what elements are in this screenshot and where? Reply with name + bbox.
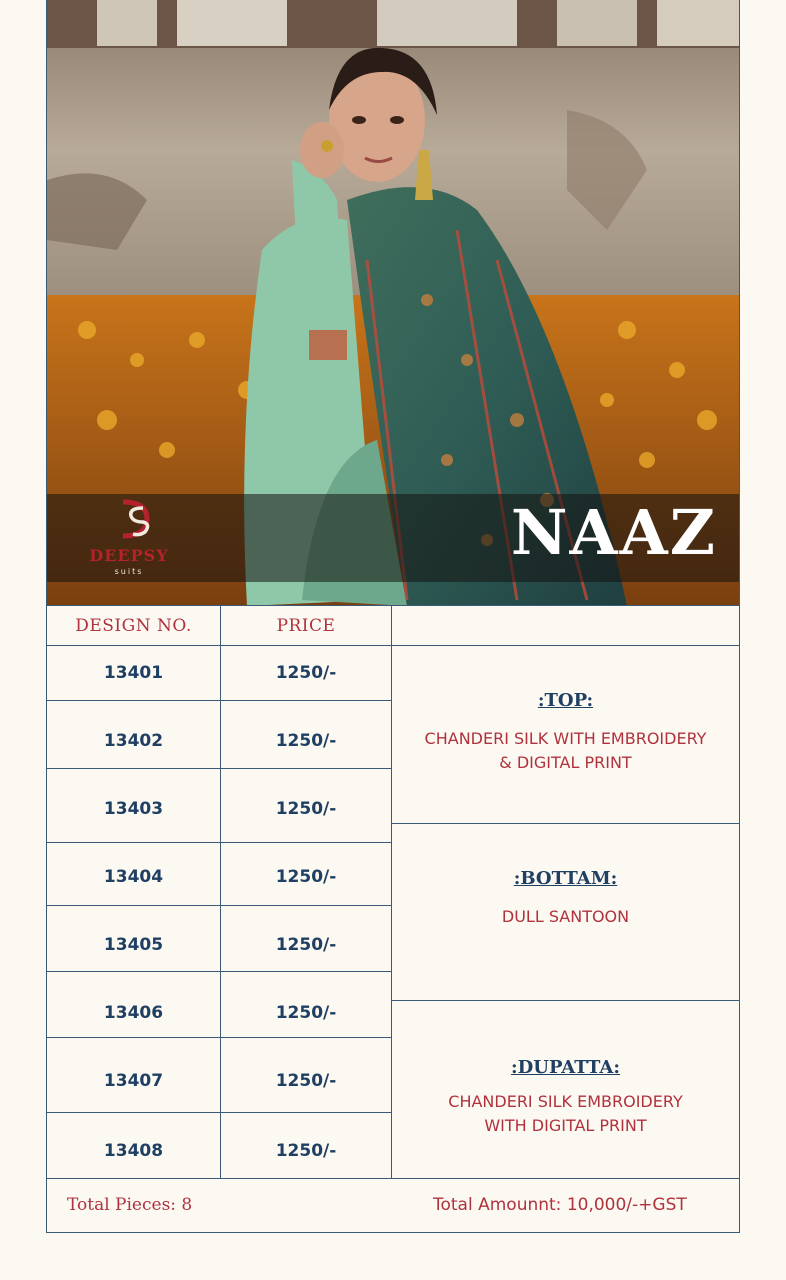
price-value: 1250/- bbox=[275, 867, 337, 887]
table-row bbox=[220, 905, 392, 972]
design-number: 13405 bbox=[103, 935, 164, 955]
design-number: 13403 bbox=[103, 799, 164, 819]
header-spec-cell bbox=[391, 605, 740, 646]
spec-dupatta-line1: CHANDERI SILK EMBROIDERY bbox=[448, 1092, 683, 1111]
spec-bottom-title: :BOTTAM: bbox=[513, 868, 618, 889]
header-design-label: DESIGN NO. bbox=[75, 616, 192, 636]
brand-name: DEEPSY bbox=[89, 546, 169, 565]
total-pieces: Total Pieces: 8 bbox=[67, 1195, 193, 1215]
table-row bbox=[46, 768, 221, 843]
table-row bbox=[46, 971, 221, 1038]
spec-top-cell bbox=[391, 645, 740, 824]
catalog-title: NAAZ bbox=[510, 496, 717, 569]
design-number: 13406 bbox=[103, 1003, 164, 1023]
table-row bbox=[220, 842, 392, 906]
brand-subtitle: suits bbox=[114, 567, 144, 576]
design-number: 13407 bbox=[103, 1071, 164, 1091]
deepsy-logo-icon bbox=[117, 498, 157, 540]
price-value: 1250/- bbox=[275, 1003, 337, 1023]
price-value: 1250/- bbox=[275, 1141, 337, 1161]
design-number: 13401 bbox=[103, 663, 164, 683]
spec-bottom-line1: DULL SANTOON bbox=[501, 907, 630, 926]
design-number: 13402 bbox=[103, 731, 164, 751]
design-number: 13404 bbox=[103, 867, 164, 887]
table-row bbox=[46, 1037, 221, 1113]
price-value: 1250/- bbox=[275, 799, 337, 819]
price-value: 1250/- bbox=[275, 1071, 337, 1091]
spec-dupatta-line2: WITH DIGITAL PRINT bbox=[484, 1116, 647, 1135]
spec-bottom-cell bbox=[391, 823, 740, 1001]
header-design-cell bbox=[46, 605, 221, 646]
table-row bbox=[220, 645, 392, 701]
header-price-cell bbox=[220, 605, 392, 646]
table-row bbox=[46, 1112, 221, 1179]
total-amount: Total Amounnt: 10,000/-+GST bbox=[433, 1195, 687, 1215]
header-price-label: PRICE bbox=[276, 616, 336, 636]
totals-footer bbox=[46, 1178, 740, 1233]
spec-top-title: :TOP: bbox=[537, 690, 594, 711]
table-row bbox=[46, 842, 221, 906]
spec-top-line2: & DIGITAL PRINT bbox=[499, 753, 632, 772]
spec-dupatta-cell bbox=[391, 1000, 740, 1179]
table-row bbox=[220, 1112, 392, 1179]
table-row bbox=[220, 971, 392, 1038]
price-value: 1250/- bbox=[275, 935, 337, 955]
hero-photo bbox=[46, 0, 740, 606]
table-row bbox=[46, 905, 221, 972]
spec-top-line1: CHANDERI SILK WITH EMBROIDERY bbox=[424, 729, 707, 748]
table-row bbox=[220, 700, 392, 769]
design-number: 13408 bbox=[103, 1141, 164, 1161]
table-row bbox=[46, 700, 221, 769]
table-row bbox=[220, 1037, 392, 1113]
table-row bbox=[220, 768, 392, 843]
table-row bbox=[46, 645, 221, 701]
spec-dupatta-title: :DUPATTA: bbox=[511, 1057, 620, 1078]
price-value: 1250/- bbox=[275, 731, 337, 751]
price-value: 1250/- bbox=[275, 663, 337, 683]
